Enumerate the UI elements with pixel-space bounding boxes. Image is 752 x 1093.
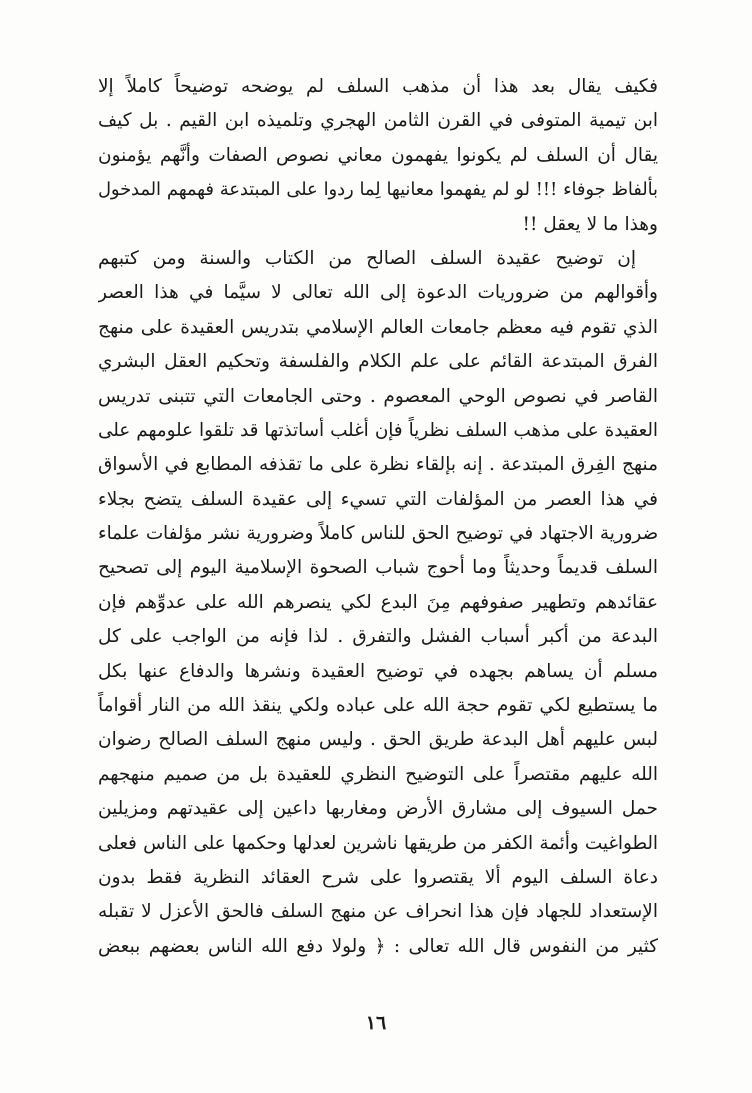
text-line: كثير من النفوس قال الله تعالى : ﴿ ولولا دفع الله الناس بعضهم ببعض xyxy=(98,935,658,957)
text-line: العقيدة على مذهب السلف نظرياً فإن أغلب أساتذتها قد تلقوا علومهم على xyxy=(98,419,658,441)
text-line: الطواغيت وأئمة الكفر من طريقها ناشرين لعدلها وحكمها على الناس فعلى xyxy=(98,832,658,854)
text-line: ما يستطيع لكي تقوم حجة الله على عباده ولكي ينقذ الله من النار أقواماً xyxy=(98,695,658,717)
text-line: في هذا العصر من المؤلفات التي تسيء إلى عقيدة السلف يتضح بجلاء xyxy=(98,488,658,510)
text-line: دعاة السلف اليوم ألا يقتصروا على شرح العقائد النظرية فقط بدون xyxy=(98,866,658,888)
text-line: وأقوالهم من ضروريات الدعوة إلى الله تعالى لا سيَّما في هذا العصر xyxy=(98,282,658,304)
body-text xyxy=(98,70,658,964)
text-line: يقال أن السلف لم يكونوا يفهمون معاني نصوص الصفات وأنَّهم يؤمنون xyxy=(98,144,658,166)
text-line: عقائدهم وتطهير صفوفهم مِنَ البدع لكي ينصرهم الله على عدوِّهم فإن xyxy=(98,591,658,613)
text-line: الذي تقوم فيه معظم جامعات العالم الإسلامي بتدريس العقيدة على منهج xyxy=(98,316,658,338)
text-line: إن توضيح عقيدة السلف الصالح من الكتاب والسنة ومن كتبهم xyxy=(98,247,636,269)
text-line: وهذا ما لا يعقل !! xyxy=(522,213,658,235)
text-line: الإستعداد للجهاد فإن هذا انحراف عن منهج السلف فالحق الأعزل لا تقبله xyxy=(98,901,658,923)
text-line: ضرورية الاجتهاد في توضيح الحق للناس كاملاً وضرورية نشر مؤلفات علماء xyxy=(98,523,658,545)
text-line: فكيف يقال بعد هذا أن مذهب السلف لم يوضحه توضيحاً كاملاً إلا xyxy=(98,76,658,97)
text-line: حمل السيوف إلى مشارق الأرض ومغاربها داعين إلى عقيدتهم ومزيلين xyxy=(98,798,658,820)
text-line: ابن تيمية المتوفى في القرن الثامن الهجري وتلميذه ابن القيم . بل كيف xyxy=(98,110,658,132)
text-line: مسلم أن يساهم بجهده في توضيح العقيدة ونشرها والدفاع عنها بكل xyxy=(98,660,658,682)
text-line: بألفاظ جوفاء !!! لو لم يفهموا معانيها لِما ردوا على المبتدعة فهمهم المدخول xyxy=(98,180,658,201)
text-line: السلف قديماً وحديثاً وما أحوج شباب الصحوة الإسلامية اليوم إلى تصحيح xyxy=(98,557,658,579)
text-line: لبس عليهم أهل البدعة طريق الحق . وليس منهج السلف الصالح رضوان xyxy=(98,729,658,751)
text-line: الله عليهم مقتصراً على التوضيح النظري للعقيدة بل من صميم منهجهم xyxy=(98,763,658,785)
text-line: منهج الفِرق المبتدعة . إنه بإلقاء نظرة على ما تقذفه المطابع في الأسواق xyxy=(98,454,658,476)
page-number: ١٦ xyxy=(365,1012,387,1034)
text-line: القاصر في نصوص الوحي المعصوم . وحتى الجامعات التي تتبنى تدريس xyxy=(98,385,658,407)
text-line: البدعة من أكبر أسباب الفشل والتفرق . لذا فإنه من الواجب على كل xyxy=(98,626,658,648)
text-line: الفرق المبتدعة القائم على علم الكلام والفلسفة وتحكيم العقل البشري xyxy=(98,351,658,373)
